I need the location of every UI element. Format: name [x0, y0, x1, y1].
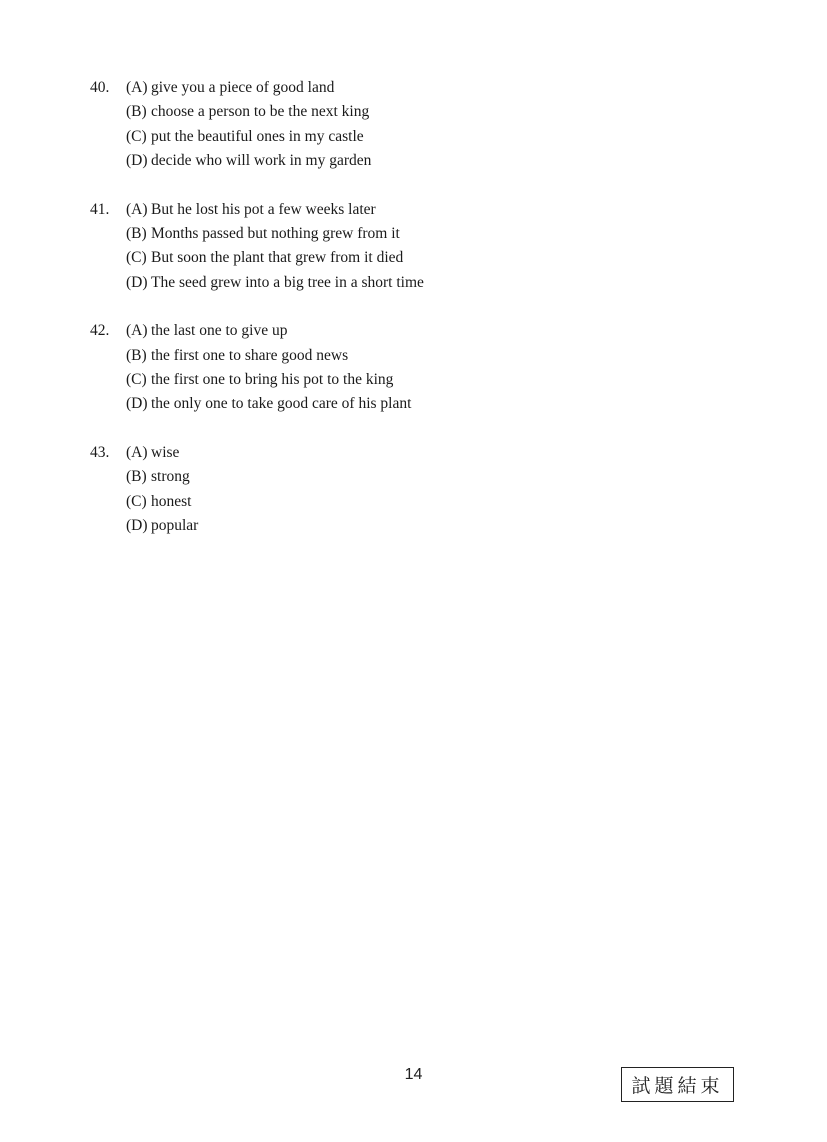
option-text: the first one to bring his pot to the king [151, 371, 394, 389]
option-d [126, 149, 371, 173]
option-d [126, 514, 198, 538]
option-text: The seed grew into a big tree in a short time [151, 273, 424, 291]
option-b [126, 465, 198, 489]
option-list [126, 319, 411, 417]
question-number: 42. [90, 322, 110, 340]
option-letter: (B) [126, 225, 147, 243]
option-text: give you a piece of good land [151, 79, 335, 96]
option-text: wise [151, 443, 180, 461]
option-letter: (D) [126, 517, 148, 535]
question-number: 43. [90, 443, 110, 461]
question-number: 40. [90, 79, 110, 96]
option-text: decide who will work in my garden [151, 152, 372, 170]
option-list [126, 441, 198, 539]
option-text: choose a person to be the next king [151, 103, 370, 121]
option-letter: (C) [126, 371, 147, 389]
option-letter: (A) [126, 322, 148, 340]
end-of-exam-label: 試題結束 [621, 1067, 734, 1102]
option-text: But he lost his pot a few weeks later [151, 200, 376, 218]
option-c [126, 490, 198, 514]
option-text: put the beautiful ones in my castle [151, 127, 364, 145]
option-text: honest [151, 492, 192, 510]
option-a [126, 76, 371, 100]
option-letter: (D) [126, 152, 148, 170]
option-letter: (C) [126, 492, 147, 510]
option-a [126, 198, 424, 222]
question-41 [90, 198, 750, 296]
option-text: But soon the plant that grew from it died [151, 249, 404, 267]
option-b [126, 344, 411, 368]
option-b [126, 222, 424, 246]
option-letter: (B) [126, 468, 147, 486]
option-list [126, 76, 371, 174]
option-text: popular [151, 517, 199, 535]
option-letter: (A) [126, 443, 148, 461]
option-letter: (A) [126, 200, 148, 218]
option-c [126, 125, 371, 149]
option-text: Months passed but nothing grew from it [151, 225, 400, 243]
option-text: the last one to give up [151, 322, 288, 340]
option-letter: (B) [126, 346, 147, 364]
option-letter: (D) [126, 395, 148, 413]
option-c [126, 246, 424, 270]
question-list [90, 76, 750, 563]
option-a [126, 441, 198, 465]
option-text: strong [151, 468, 190, 486]
option-d [126, 392, 411, 416]
option-letter: (D) [126, 273, 148, 291]
question-number: 41. [90, 200, 110, 218]
option-d [126, 271, 424, 295]
option-letter: (C) [126, 127, 147, 145]
question-42 [90, 319, 750, 417]
option-a [126, 319, 411, 343]
option-text: the first one to share good news [151, 346, 349, 364]
option-list [126, 198, 424, 296]
option-letter: (A) [126, 79, 148, 96]
option-b [126, 100, 371, 124]
option-letter: (C) [126, 249, 147, 267]
option-letter: (B) [126, 103, 147, 121]
option-c [126, 368, 411, 392]
question-40 [90, 76, 750, 174]
option-text: the only one to take good care of his plant [151, 395, 412, 413]
page-number: 14 [404, 1066, 423, 1083]
question-43 [90, 441, 750, 539]
